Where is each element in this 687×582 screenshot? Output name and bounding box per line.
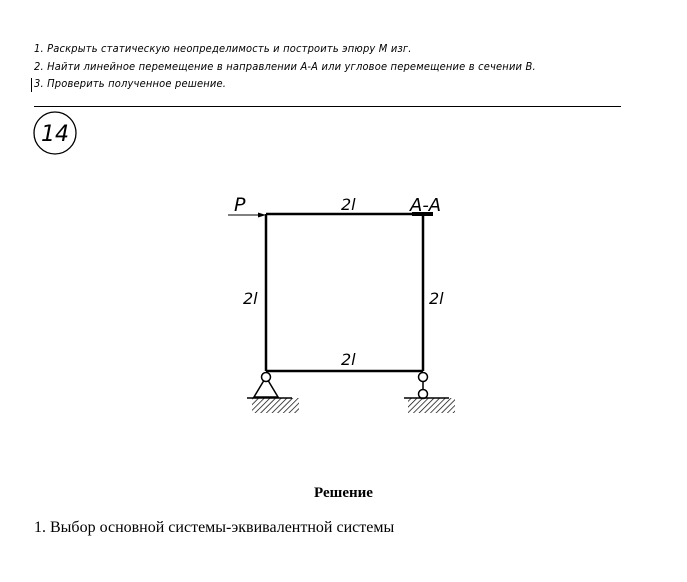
left-length-label: 2l xyxy=(243,289,258,308)
section-label: A-A xyxy=(410,195,442,216)
top-length-label: 2l xyxy=(341,195,356,214)
task-1: 1. Раскрыть статическую неопределимость и построить эпюру M изг. xyxy=(34,42,412,55)
solution-heading: Решение xyxy=(314,485,373,501)
task-3: 3. Проверить полученное решение. xyxy=(34,77,227,90)
task-2: 2. Найти линейное перемещение в направлении А-А или угловое перемещение в сечении В. xyxy=(34,60,536,73)
solution-step-1: 1. Выбор основной системы-эквивалентной системы xyxy=(34,519,395,536)
right-roller-support xyxy=(404,373,455,414)
variant-badge xyxy=(34,112,76,154)
bottom-length-label: 2l xyxy=(341,350,356,369)
right-length-label: 2l xyxy=(429,289,444,308)
force-label: P xyxy=(234,194,246,216)
left-pin-support xyxy=(247,373,299,414)
variant-number: 14 xyxy=(41,122,69,147)
